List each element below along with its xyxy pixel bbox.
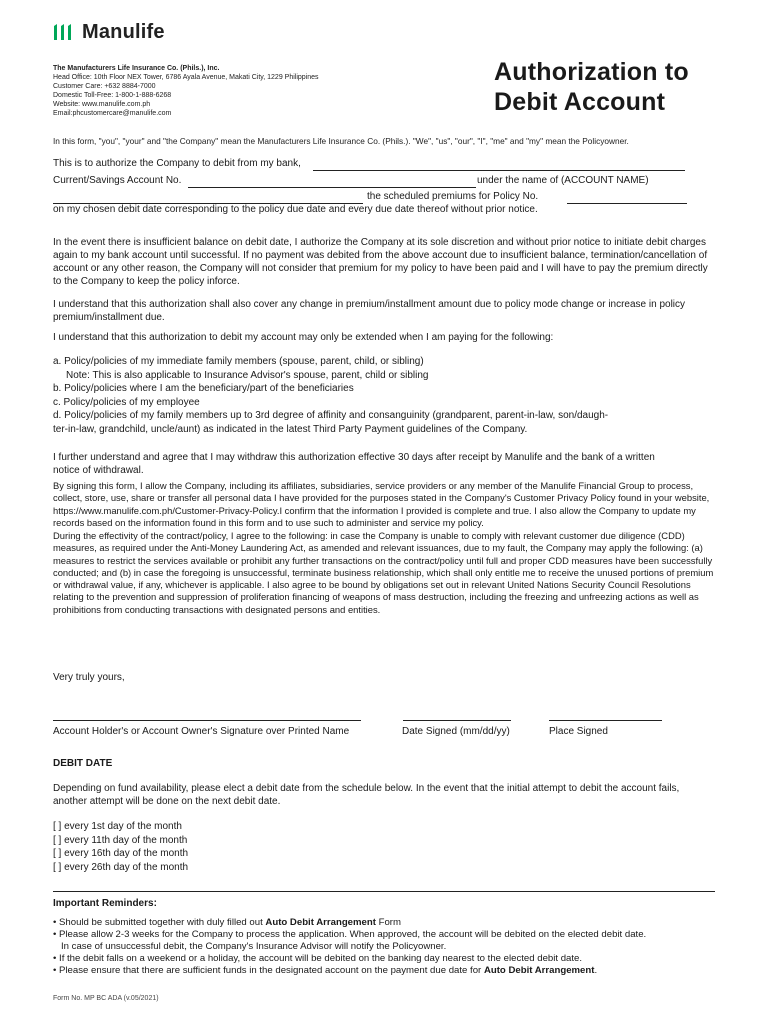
policy-number-field[interactable] xyxy=(567,203,687,204)
reminders-heading: Important Reminders: xyxy=(53,898,157,909)
reminder-text: Form xyxy=(375,917,401,928)
privacy-consent-text: By signing this form, I allow the Company, including its affiliates, subsidiaries, service providers or any member of the Manulife Financial Group to process, collect, store, use, share or transfer all personal data I have provided for the purposes stated in the Company's Customer Privacy Policy found in your website, https://www.manulife.com.ph/Customer-Privacy-Policy.I confirm that the information I provided is complete and true. I also allow the Company to update my records based on the information found in this form and to use such to administer and service my policy. xyxy=(53,480,710,528)
reminder-item: • If the debit falls on a weekend or a holiday, the account will be debited on the banking day nearest to the elected debit date. xyxy=(53,953,583,964)
reminder-item: • Please allow 2-3 weeks for the Company to process the application. When approved, the account will be debited on the elected debit date. xyxy=(53,929,647,940)
reminder-item xyxy=(53,965,733,977)
payer-list xyxy=(53,355,733,436)
reminders-divider xyxy=(53,891,715,892)
debit-option-16th[interactable]: [ ] every 16th day of the month xyxy=(53,848,189,859)
company-info xyxy=(53,64,413,118)
premium-change-text: I understand that this authorization shall also cover any change in premium/installment amount due to policy mode change or increase in policy premium/installment due. xyxy=(53,299,686,323)
list-item: d. Policy/policies of my family members up to 3rd degree of affinity and consanguinity (grandparent, parent-in-law, son/daugh- xyxy=(53,410,609,421)
auth-line-4: on my chosen debit date corresponding to the policy due date and every due date thereof without prior notice. xyxy=(53,204,538,215)
bank-name-field[interactable] xyxy=(313,170,685,171)
website[interactable]: Website: www.manulife.com.ph xyxy=(53,101,151,108)
account-no-label: Current/Savings Account No. xyxy=(53,175,182,186)
place-signed-label: Place Signed xyxy=(549,726,608,737)
reminders-list xyxy=(53,917,733,977)
debit-date-heading: DEBIT DATE xyxy=(53,758,113,769)
debit-date-options xyxy=(53,820,188,874)
debit-option-26th[interactable]: [ ] every 26th day of the month xyxy=(53,861,189,873)
email[interactable]: Email:phcustomercare@manulife.com xyxy=(53,110,172,117)
toll-free: Domestic Toll-Free: 1-800-1-888-6268 xyxy=(53,92,172,99)
debit-date-intro: Depending on fund availability, please elect a debit date from the schedule below. In the event that the initial attempt to debit the account fails, another attempt will be done on the next debit date. xyxy=(53,783,680,807)
manulife-logo xyxy=(52,20,165,44)
page-title xyxy=(494,57,689,117)
account-number-field[interactable] xyxy=(188,187,476,188)
account-name-label: under the name of (ACCOUNT NAME) xyxy=(477,175,649,186)
reminder-text: • Please ensure that there are sufficient funds in the designated account on the payment due date for xyxy=(53,965,484,976)
customer-care: Customer Care: +632 8884-7000 xyxy=(53,83,156,90)
list-item: a. Policy/policies of my immediate family members (spouse, parent, child, or sibling) xyxy=(53,356,424,367)
list-item: b. Policy/policies where I am the beneficiary/part of the beneficiaries xyxy=(53,383,354,394)
title-line-1: Authorization to xyxy=(494,58,689,86)
signature-field[interactable] xyxy=(53,720,361,721)
definitions-text: In this form, "you", "your" and "the Company" mean the Manufacturers Life Insurance Co. (Phils.). "We", "us", "our", "I", "me" and "my" mean the Policyowner. xyxy=(53,136,629,146)
form-number: Form No. MP BC ADA (v.05/2021) xyxy=(53,995,159,1002)
reminder-item xyxy=(53,917,733,929)
debit-option-1st[interactable]: [ ] every 1st day of the month xyxy=(53,821,182,832)
manulife-logo-icon xyxy=(52,22,74,42)
reminder-emphasis: Auto Debit Arrangement xyxy=(265,917,376,928)
reminder-item-continued: In case of unsuccessful debit, the Company's Insurance Advisor will notify the Policyowner. xyxy=(61,941,447,952)
debit-option-11th[interactable]: [ ] every 11th day of the month xyxy=(53,834,188,846)
brand-name: Manulife xyxy=(82,20,165,43)
list-item: ter-in-law, grandchild, uncle/aunt) as indicated in the latest Third Party Payment guidelines of the Company. xyxy=(53,423,528,435)
date-signed-field[interactable] xyxy=(403,720,511,721)
list-item-note: Note: This is also applicable to Insurance Advisor's spouse, parent, child or sibling xyxy=(66,369,429,381)
extended-text: I understand that this authorization to debit my account may only be extended when I am paying for the following: xyxy=(53,332,554,343)
signature-label: Account Holder's or Account Owner's Signature over Printed Name xyxy=(53,726,350,737)
place-signed-field[interactable] xyxy=(549,720,662,721)
company-name: The Manufacturers Life Insurance Co. (Phils.), Inc. xyxy=(53,65,220,72)
date-signed-label: Date Signed (mm/dd/yy) xyxy=(402,726,510,737)
auth-line-1: This is to authorize the Company to debit from my bank, xyxy=(53,158,301,169)
reminder-text: . xyxy=(594,965,598,976)
closing-text: Very truly yours, xyxy=(53,672,125,683)
withdrawal-text: I further understand and agree that I may withdraw this authorization effective 30 days after receipt by Manulife and the bank of a written notice of withdrawal. xyxy=(53,452,655,476)
company-address: Head Office: 10th Floor NEX Tower, 6786 Ayala Avenue, Makati City, 1229 Philippines xyxy=(53,74,319,81)
reminder-text: • Should be submitted together with duly filled out xyxy=(53,917,266,928)
policy-no-label: the scheduled premiums for Policy No. xyxy=(367,191,539,202)
insufficient-balance-text: In the event there is insufficient balance on debit date, I authorize the Company at its sole discretion and without prior notice to initiate debit charges again to my bank account until successful. If no payment was debited from the above account due to insufficient balance, termination/cancellation of account or any other reason, the Company will not consider that premium for my policy to have been paid and I will have to pay the premium directly to the Company to keep the policy inforce. xyxy=(53,237,708,287)
title-line-2: Debit Account xyxy=(494,88,666,116)
list-item: c. Policy/policies of my employee xyxy=(53,396,200,408)
reminder-emphasis: Auto Debit Arrangement xyxy=(483,965,595,976)
aml-consent-text: During the effectivity of the contract/policy, I agree to the following: in case the Company is unable to comply with relevant customer due diligence (CDD) measures, as required under the Anti-Money Laundering Act, as amended and relevant issuances, due to my fault, the Company may apply the following: (a) measures to restrict the services available or prohibit any further transactions on the contract/policy until full and proper CDD measures have been successfully conducted; and (b) in case the foregoing is unsuccessful, terminate business relationship, which shall only entitle me to receive the unused portions of premium or withdrawal value, if any, whichever is applicable. I also agree to be bound by obligations set out in relevant United Nations Security Council Resolutions relating to the prevention and suppression of proliferation financing of weapons of mass destruction, including the freezing and unfreezing actions as well as prohibitions from conducting transactions with designated persons and entities. xyxy=(53,530,714,615)
